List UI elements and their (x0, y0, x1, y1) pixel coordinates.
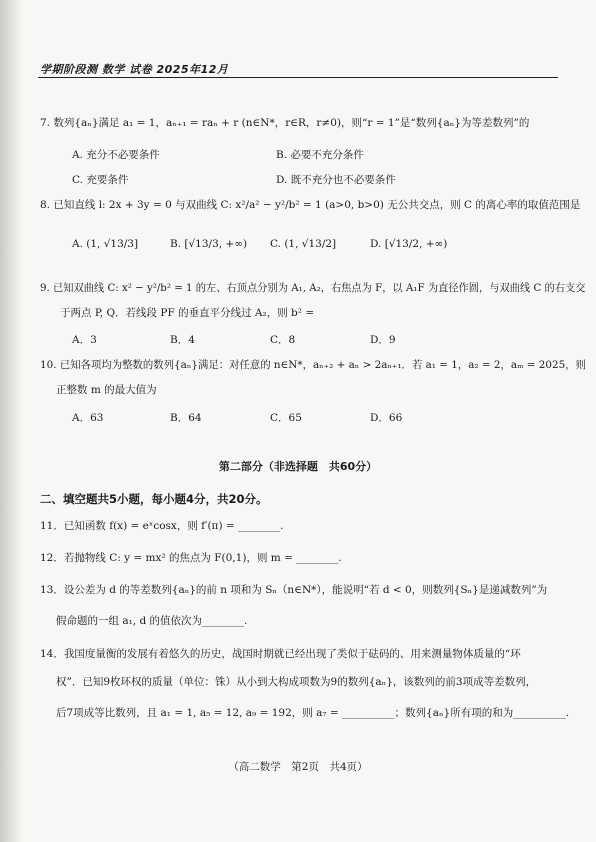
scan-edge-shadow (0, 0, 22, 842)
q14-line3: 后7项成等比数列，且 a₁ = 1, a₅ = 12, a₉ = 192，则 a₇ = __________；数列{aₙ}所有项的和为__________. (56, 707, 570, 719)
q10-option-b: B．64 (170, 412, 202, 424)
fill-in-section-title: 二、填空题共5小题，每小题4分，共20分。 (40, 492, 268, 506)
q8-stem: 8. 已知直线 l: 2x + 3y = 0 与双曲线 C: x²/a² − y²/b² = 1 (a>0, b>0) 无公共交点，则 C 的离心率的取值范围是 (40, 199, 581, 211)
q7-option-c: C. 充要条件 (72, 174, 129, 186)
q7-stem: 7. 数列{aₙ}满足 a₁ = 1，aₙ₊₁ = raₙ + r (n∈N*，r∈R，r≠0)，则“r = 1”是“数列{aₙ}为等差数列”的 (40, 117, 530, 129)
q10-option-d: D．66 (370, 412, 403, 424)
q12: 12．若抛物线 C: y = mx² 的焦点为 F(0,1)，则 m = ________. (40, 552, 342, 564)
q7-option-d: D. 既不充分也不必要条件 (276, 174, 396, 186)
q9-option-d: D．9 (370, 334, 396, 346)
header-rule (38, 77, 558, 78)
q9-stem-line2: 于两点 P, Q．若线段 PF 的垂直平分线过 A₂，则 b² = (60, 307, 315, 319)
q14-line1: 14．我国度量衡的发展有着悠久的历史，战国时期就已经出现了类似于砝码的、用来测量物体质量的“环 (40, 648, 521, 660)
q8-option-b: B. [√13/3, +∞) (170, 238, 248, 250)
q9-stem-line1: 9. 已知双曲线 C: x² − y²/b² = 1 的左、右顶点分别为 A₁, A₂，右焦点为 F，以 A₁F 为直径作圆，与双曲线 C 的右支交 (40, 282, 586, 294)
q11: 11．已知函数 f(x) = eˣcosx，则 f′(π) = ________. (40, 520, 284, 532)
q7-option-a: A. 充分不必要条件 (72, 149, 160, 161)
q14-line2: 权”．已知9枚环权的质量（单位：铢）从小到大构成项数为9的数列{aₙ}，该数列的前3项成等差数列， (56, 676, 537, 688)
q9-option-b: B．4 (170, 334, 195, 346)
q13-line1: 13．设公差为 d 的等差数列{aₙ}的前 n 项和为 Sₙ（n∈N*），能说明“若 d < 0，则数列{Sₙ}是递减数列”为 (40, 584, 548, 596)
q9-option-a: A．3 (72, 334, 97, 346)
q8-option-c: C. (1, √13/2] (270, 238, 337, 250)
q8-option-a: A. (1, √13/3] (72, 238, 139, 250)
q13-line2: 假命题的一组 a₁, d 的值依次为________. (56, 615, 248, 627)
page-footer: （高二数学 第2页 共4页） (228, 761, 368, 773)
q10-stem-line2: 正整数 m 的最大值为 (56, 384, 157, 396)
part2-title: 第二部分（非选择题 共60分） (218, 460, 378, 473)
q10-option-a: A．63 (72, 412, 104, 424)
q9-option-c: C．8 (270, 334, 296, 346)
q8-option-d: D. [√13/2, +∞) (370, 238, 448, 250)
page-header: 学期阶段测 数学 试卷 2025年12月 (40, 63, 229, 76)
q7-option-b: B. 必要不充分条件 (276, 149, 364, 161)
q10-option-c: C．65 (270, 412, 302, 424)
q10-stem-line1: 10. 已知各项均为整数的数列{aₙ}满足：对任意的 n∈N*，aₙ₊₂ + aₙ > 2aₙ₊₁．若 a₁ = 1，a₂ = 2，aₘ = 2025，则 (40, 359, 586, 371)
